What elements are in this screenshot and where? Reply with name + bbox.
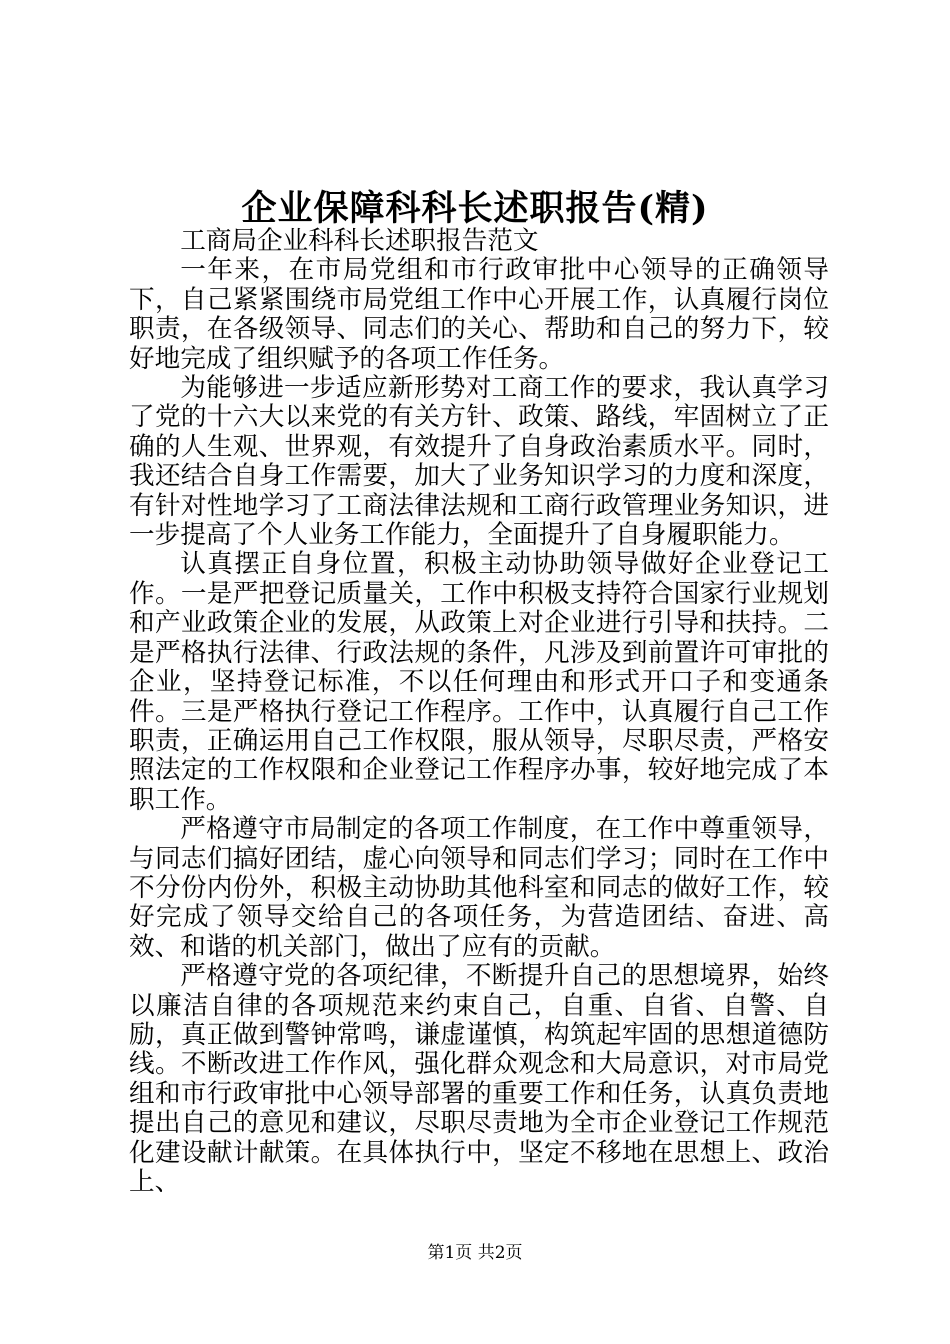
paragraph: 严格遵守市局制定的各项工作制度，在工作中尊重领导，与同志们搞好团结，虚心向领导和同志们学习；同时在工作中不分份内份外，积极主动协助其他科室和同志的做好工作，较好完成了领导交给自己的各项任务，为营造团结、奋进、高效、和谐的机关部门，做出了应有的贡献。: [129, 814, 829, 962]
document-title: 企业保障科科长述职报告(精): [241, 188, 709, 229]
paragraph: 认真摆正自身位置，积极主动协助领导做好企业登记工作。一是严把登记质量关，工作中积极支持符合国家行业规划和产业政策企业的发展，从政策上对企业进行引导和扶持。二是严格执行法律、行政法规的条件，凡涉及到前置许可审批的企业，坚持登记标准，不以任何理由和形式开口子和变通条件。三是严格执行登记工作程序。工作中，认真履行自己工作职责，正确运用自己工作权限，服从领导，尽职尽责，严格安照法定的工作权限和企业登记工作程序办事，较好地完成了本职工作。: [129, 549, 829, 815]
paragraph: 为能够进一步适应新形势对工商工作的要求，我认真学习了党的十六大以来党的有关方针、政策、路线，牢固树立了正确的人生观、世界观，有效提升了自身政治素质水平。同时，我还结合自身工作需要，加大了业务知识学习的力度和深度，有针对性地学习了工商法律法规和工商行政管理业务知识，进一步提高了个人业务工作能力，全面提升了自身履职能力。: [129, 373, 829, 551]
document-body: [129, 227, 829, 1197]
paragraph: 一年来，在市局党组和市行政审批中心领导的正确领导下，自己紧紧围绕市局党组工作中心开展工作，认真履行岗位职责，在各级领导、同志们的关心、帮助和自己的努力下，较好地完成了组织赋予的各项工作任务。: [129, 255, 829, 374]
paragraph-subtitle: 工商局企业科科长述职报告范文: [180, 226, 539, 256]
paragraph: 严格遵守党的各项纪律，不断提升自己的思想境界，始终以廉洁自律的各项规范来约束自己，自重、自省、自警、自励，真正做到警钟常鸣，谦虚谨慎，构筑起牢固的思想道德防线。不断改进工作作风，强化群众观念和大局意识，对市局党组和市行政审批中心领导部署的重要工作和任务，认真负责地提出自己的意见和建议，尽职尽责地为全市企业登记工作规范化建设献计献策。在具体执行中，坚定不移地在思想上、政治上、: [129, 961, 829, 1197]
page-number-footer: 第1页 共2页: [427, 1243, 523, 1263]
